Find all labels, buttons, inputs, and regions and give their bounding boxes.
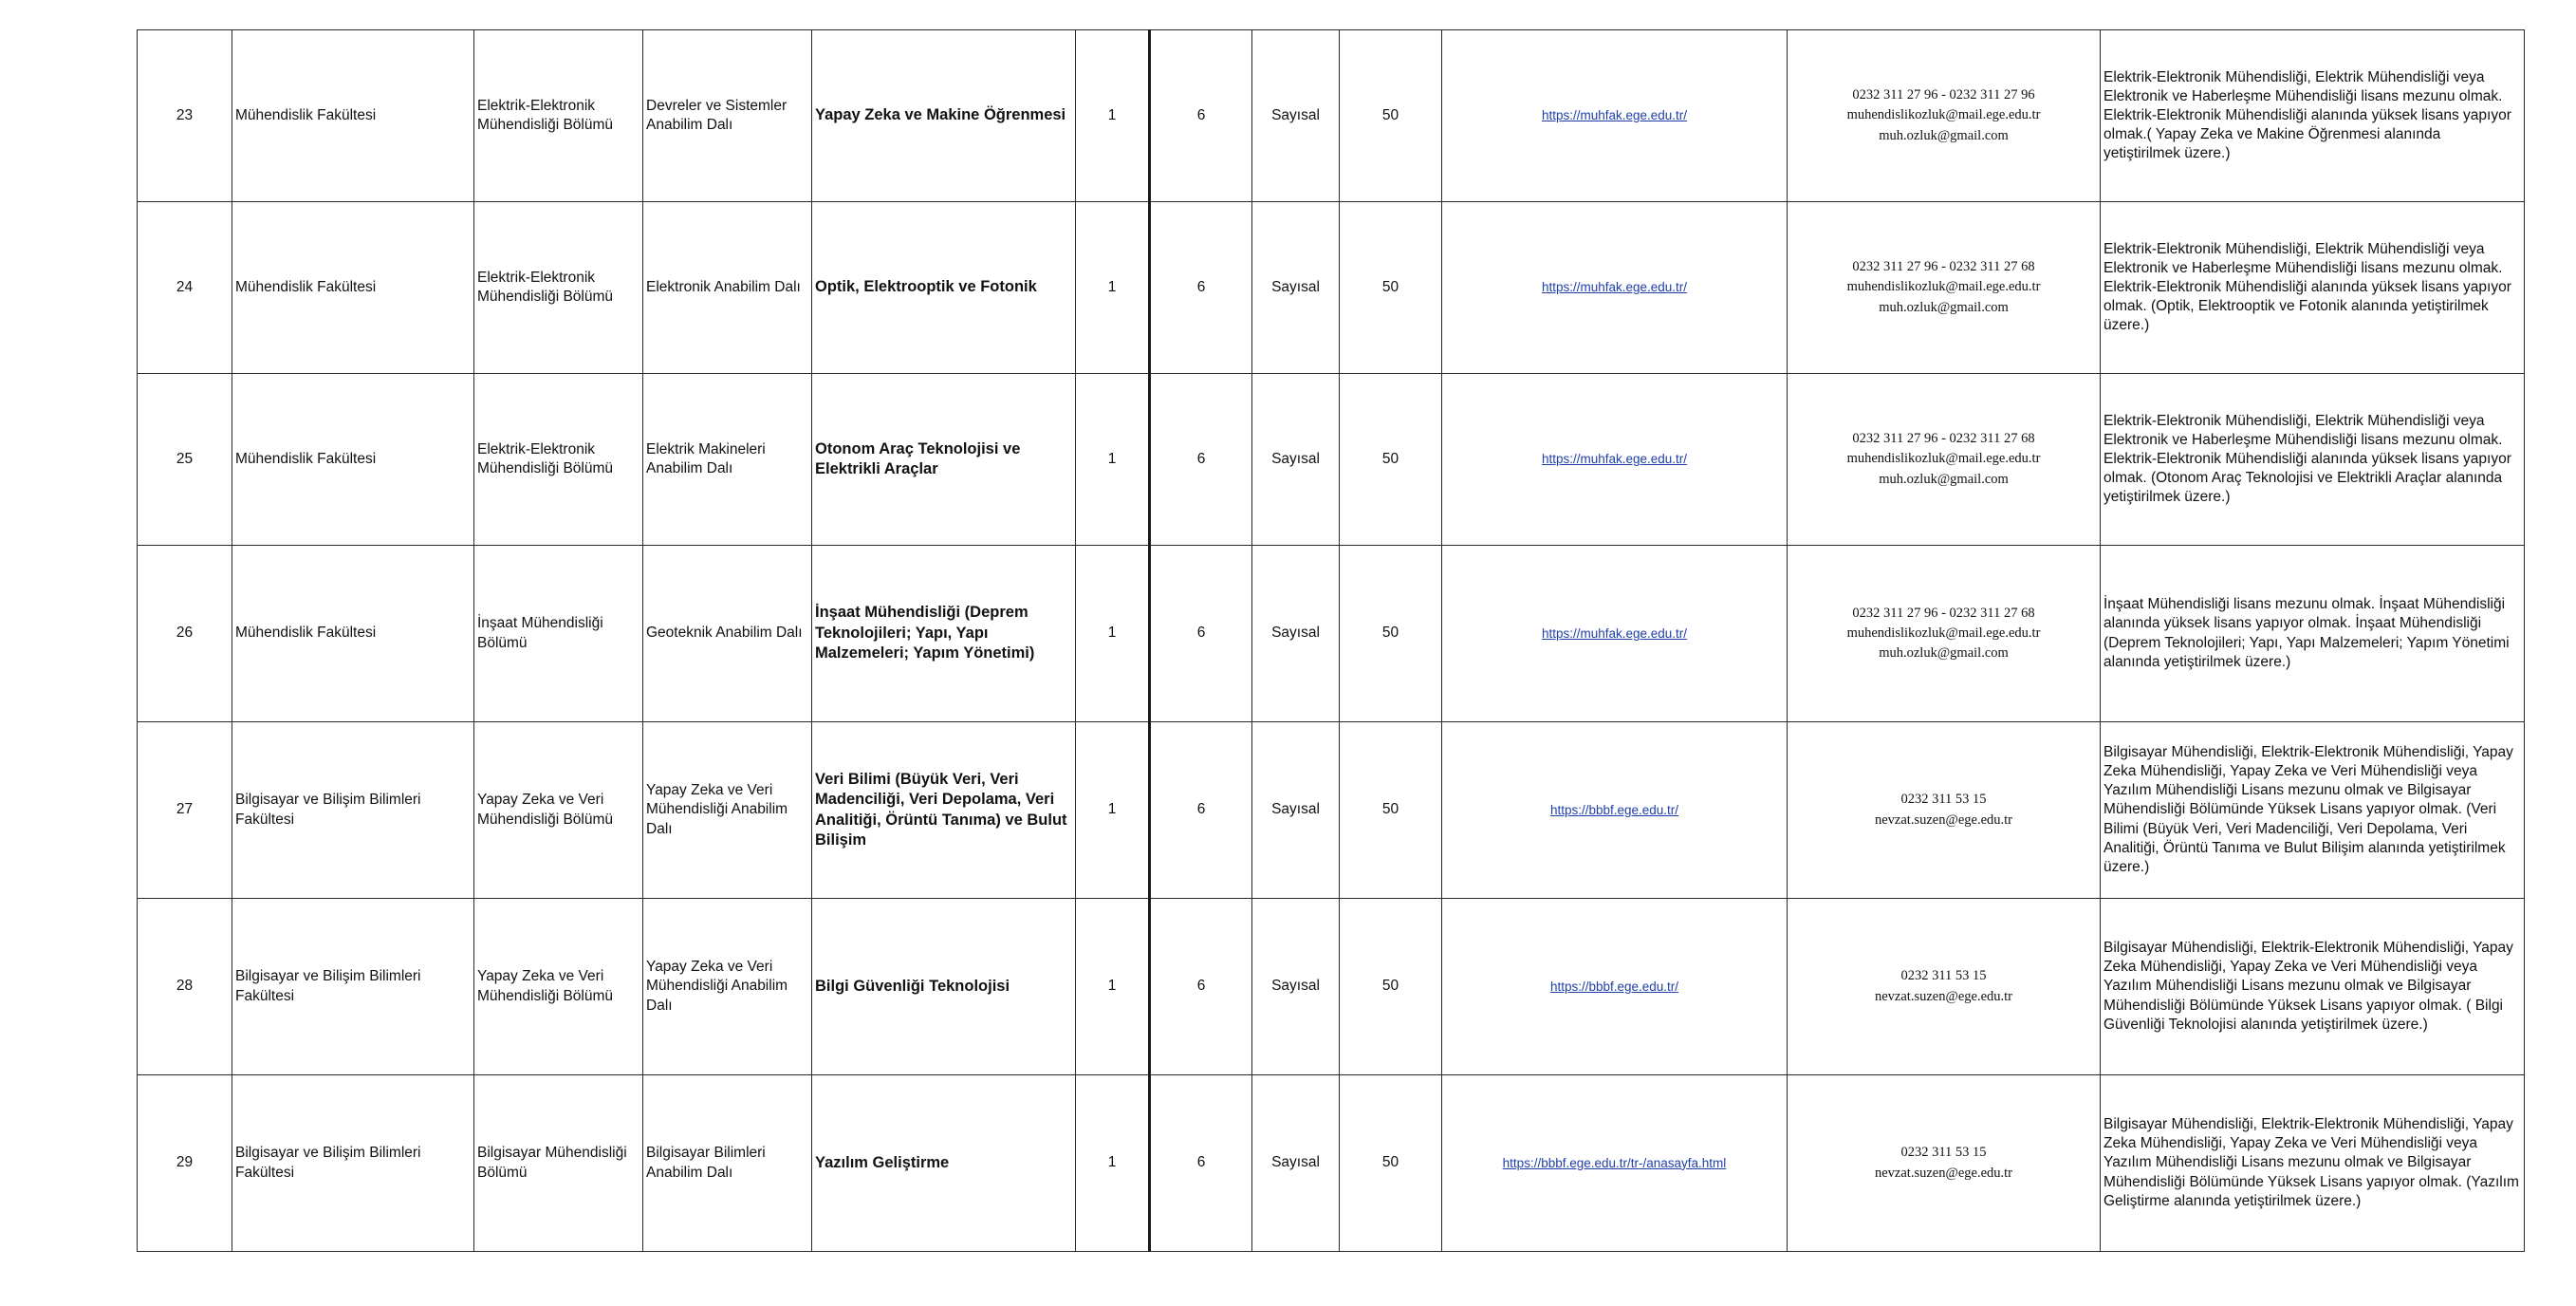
min-score-cell: 50 <box>1340 374 1442 546</box>
score-type-cell: Sayısal <box>1252 1075 1340 1252</box>
division-cell: Elektrik Makineleri Anabilim Dalı <box>643 374 812 546</box>
email-text: nevzat.suzen@ege.edu.tr <box>1875 812 2012 828</box>
min-score-cell: 50 <box>1340 899 1442 1075</box>
term-cell: 6 <box>1150 374 1252 546</box>
website-link[interactable]: https://bbbf.ege.edu.tr/ <box>1549 802 1679 817</box>
faculty-cell: Mühendislik Fakültesi <box>232 30 474 202</box>
department-cell: Elektrik-Elektronik Mühendisliği Bölümü <box>474 202 643 374</box>
score-type-cell: Sayısal <box>1252 374 1340 546</box>
row-number: 24 <box>138 202 232 374</box>
term-cell: 6 <box>1150 202 1252 374</box>
requirements-cell: Bilgisayar Mühendisliği, Elektrik-Elektronik Mühendisliği, Yapay Zeka Mühendisliği, Yapay Zeka ve Veri Mühendisliği veya Yazılım Mühendisliği Lisans mezunu olmak ve Bilgisayar Mühendisliği Bölümünde Yüksek Lisans yapıyor olmak. (Veri Bilimi (Büyük Veri, Veri Madenciliği, Veri Depolama, Veri Analitiği, Örüntü Tanıma ve Bulut Bilişim alanında yetiştirilmek üzere.) <box>2101 722 2525 899</box>
min-score-cell: 50 <box>1340 546 1442 722</box>
table-row <box>138 722 2525 899</box>
department-cell: İnşaat Mühendisliği Bölümü <box>474 546 643 722</box>
term-cell: 6 <box>1150 546 1252 722</box>
score-type-cell: Sayısal <box>1252 30 1340 202</box>
program-cell: Otonom Araç Teknolojisi ve Elektrikli Araçlar <box>812 374 1076 546</box>
faculty-cell: Bilgisayar ve Bilişim Bilimleri Fakültesi <box>232 1075 474 1252</box>
division-cell: Yapay Zeka ve Veri Mühendisliği Anabilim Dalı <box>643 722 812 899</box>
count-cell: 1 <box>1076 202 1150 374</box>
table-row <box>138 202 2525 374</box>
row-number: 26 <box>138 546 232 722</box>
requirements-cell: Elektrik-Elektronik Mühendisliği, Elektrik Mühendisliği veya Elektronik ve Haberleşme Mühendisliği lisans mezunu olmak. Elektrik-Elektronik Mühendisliği alanında yüksek lisans yapıyor olmak. (Otonom Araç Teknolojisi ve Elektrikli Araçlar alanında yetiştirilmek üzere.) <box>2101 374 2525 546</box>
division-cell: Devreler ve Sistemler Anabilim Dalı <box>643 30 812 202</box>
phone-text: 0232 311 53 15 <box>1900 1145 1987 1161</box>
score-type-cell: Sayısal <box>1252 546 1340 722</box>
requirements-cell: Bilgisayar Mühendisliği, Elektrik-Elektronik Mühendisliği, Yapay Zeka Mühendisliği, Yapay Zeka ve Veri Mühendisliği veya Yazılım Mühendisliği Lisans mezunu olmak ve Bilgisayar Mühendisliği Bölümünde Yüksek Lisans yapıyor olmak. ( Bilgi Güvenliği Teknolojisi alanında yetiştirilmek üzere.) <box>2101 899 2525 1075</box>
website-link[interactable]: https://muhfak.ege.edu.tr/ <box>1541 625 1688 641</box>
division-cell: Bilgisayar Bilimleri Anabilim Dalı <box>643 1075 812 1252</box>
score-type-cell: Sayısal <box>1252 202 1340 374</box>
phone-text: 0232 311 27 96 - 0232 311 27 68 <box>1852 605 2035 621</box>
program-cell: Veri Bilimi (Büyük Veri, Veri Madenciliği, Veri Depolama, Veri Analitiği, Örüntü Tanıma) ve Bulut Bilişim <box>812 722 1076 899</box>
phone-text: 0232 311 27 96 - 0232 311 27 96 <box>1852 87 2035 103</box>
row-number: 25 <box>138 374 232 546</box>
contact-cell <box>1788 722 2101 899</box>
website-cell <box>1442 202 1788 374</box>
phone-text: 0232 311 53 15 <box>1900 792 1987 808</box>
program-cell: Bilgi Güvenliği Teknolojisi <box>812 899 1076 1075</box>
contact-cell <box>1788 374 2101 546</box>
email-text: muhendislikozluk@mail.ege.edu.tr muh.ozluk@gmail.com <box>1846 107 2041 143</box>
requirements-cell: Elektrik-Elektronik Mühendisliği, Elektrik Mühendisliği veya Elektronik ve Haberleşme Mühendisliği lisans mezunu olmak. Elektrik-Elektronik Mühendisliği alanında yüksek lisans yapıyor olmak. (Optik, Elektrooptik ve Fotonik alanında yetiştirilmek üzere.) <box>2101 202 2525 374</box>
contact-cell <box>1788 1075 2101 1252</box>
website-cell <box>1442 546 1788 722</box>
department-cell: Elektrik-Elektronik Mühendisliği Bölümü <box>474 374 643 546</box>
program-cell: İnşaat Mühendisliği (Deprem Teknolojileri; Yapı, Yapı Malzemeleri; Yapım Yönetimi) <box>812 546 1076 722</box>
email-text: nevzat.suzen@ege.edu.tr <box>1875 1165 2012 1181</box>
division-cell: Geoteknik Anabilim Dalı <box>643 546 812 722</box>
row-number: 23 <box>138 30 232 202</box>
phone-text: 0232 311 53 15 <box>1900 968 1987 984</box>
faculty-cell: Mühendislik Fakültesi <box>232 374 474 546</box>
count-cell: 1 <box>1076 722 1150 899</box>
score-type-cell: Sayısal <box>1252 722 1340 899</box>
requirements-cell: Elektrik-Elektronik Mühendisliği, Elektrik Mühendisliği veya Elektronik ve Haberleşme Mühendisliği lisans mezunu olmak. Elektrik-Elektronik Mühendisliği alanında yüksek lisans yapıyor olmak.( Yapay Zeka ve Makine Öğrenmesi alanında yetiştirilmek üzere.) <box>2101 30 2525 202</box>
department-cell: Elektrik-Elektronik Mühendisliği Bölümü <box>474 30 643 202</box>
website-cell <box>1442 30 1788 202</box>
table-row <box>138 374 2525 546</box>
department-cell: Yapay Zeka ve Veri Mühendisliği Bölümü <box>474 899 643 1075</box>
faculty-cell: Mühendislik Fakültesi <box>232 546 474 722</box>
website-cell <box>1442 899 1788 1075</box>
min-score-cell: 50 <box>1340 722 1442 899</box>
table-row <box>138 30 2525 202</box>
email-text: muhendislikozluk@mail.ege.edu.tr muh.ozluk@gmail.com <box>1846 279 2041 315</box>
website-link[interactable]: https://muhfak.ege.edu.tr/ <box>1541 280 1688 295</box>
email-text: muhendislikozluk@mail.ege.edu.tr muh.ozluk@gmail.com <box>1846 451 2041 487</box>
count-cell: 1 <box>1076 546 1150 722</box>
table-row <box>138 546 2525 722</box>
count-cell: 1 <box>1076 30 1150 202</box>
department-cell: Bilgisayar Mühendisliği Bölümü <box>474 1075 643 1252</box>
min-score-cell: 50 <box>1340 30 1442 202</box>
faculty-cell: Mühendislik Fakültesi <box>232 202 474 374</box>
program-cell: Optik, Elektrooptik ve Fotonik <box>812 202 1076 374</box>
contact-cell <box>1788 202 2101 374</box>
website-cell <box>1442 374 1788 546</box>
min-score-cell: 50 <box>1340 202 1442 374</box>
website-cell <box>1442 722 1788 899</box>
email-text: nevzat.suzen@ege.edu.tr <box>1875 988 2012 1004</box>
website-link[interactable]: https://muhfak.ege.edu.tr/ <box>1541 108 1688 123</box>
website-link[interactable]: https://bbbf.ege.edu.tr/tr-/anasayfa.html <box>1502 1155 1727 1170</box>
division-cell: Yapay Zeka ve Veri Mühendisliği Anabilim Dalı <box>643 899 812 1075</box>
term-cell: 6 <box>1150 722 1252 899</box>
website-cell <box>1442 1075 1788 1252</box>
count-cell: 1 <box>1076 1075 1150 1252</box>
term-cell: 6 <box>1150 30 1252 202</box>
contact-cell <box>1788 30 2101 202</box>
faculty-cell: Bilgisayar ve Bilişim Bilimleri Fakültesi <box>232 722 474 899</box>
department-cell: Yapay Zeka ve Veri Mühendisliği Bölümü <box>474 722 643 899</box>
score-type-cell: Sayısal <box>1252 899 1340 1075</box>
count-cell: 1 <box>1076 374 1150 546</box>
program-cell: Yapay Zeka ve Makine Öğrenmesi <box>812 30 1076 202</box>
faculty-cell: Bilgisayar ve Bilişim Bilimleri Fakültesi <box>232 899 474 1075</box>
website-link[interactable]: https://bbbf.ege.edu.tr/ <box>1549 979 1679 994</box>
table-row <box>138 1075 2525 1252</box>
min-score-cell: 50 <box>1340 1075 1442 1252</box>
count-cell: 1 <box>1076 899 1150 1075</box>
contact-cell <box>1788 546 2101 722</box>
website-link[interactable]: https://muhfak.ege.edu.tr/ <box>1541 452 1688 467</box>
term-cell: 6 <box>1150 899 1252 1075</box>
program-cell: Yazılım Geliştirme <box>812 1075 1076 1252</box>
row-number: 29 <box>138 1075 232 1252</box>
email-text: muhendislikozluk@mail.ege.edu.tr muh.ozluk@gmail.com <box>1846 625 2041 661</box>
term-cell: 6 <box>1150 1075 1252 1252</box>
requirements-cell: İnşaat Mühendisliği lisans mezunu olmak. İnşaat Mühendisliği alanında yüksek lisans yapıyor olmak. İnşaat Mühendisliği (Deprem Teknolojileri; Yapı, Yapı Malzemeleri; Yapım Yönetimi alanında yetiştirilmek üzere.) <box>2101 546 2525 722</box>
program-table <box>137 29 2525 1252</box>
row-number: 28 <box>138 899 232 1075</box>
requirements-cell: Bilgisayar Mühendisliği, Elektrik-Elektronik Mühendisliği, Yapay Zeka Mühendisliği, Yapay Zeka ve Veri Mühendisliği veya Yazılım Mühendisliği Lisans mezunu olmak ve Bilgisayar Mühendisliği Bölümünde Yüksek Lisans yapıyor olmak. (Yazılım Geliştirme alanında yetiştirilmek üzere.) <box>2101 1075 2525 1252</box>
phone-text: 0232 311 27 96 - 0232 311 27 68 <box>1852 431 2035 447</box>
phone-text: 0232 311 27 96 - 0232 311 27 68 <box>1852 259 2035 275</box>
row-number: 27 <box>138 722 232 899</box>
contact-cell <box>1788 899 2101 1075</box>
division-cell: Elektronik Anabilim Dalı <box>643 202 812 374</box>
table-row <box>138 899 2525 1075</box>
